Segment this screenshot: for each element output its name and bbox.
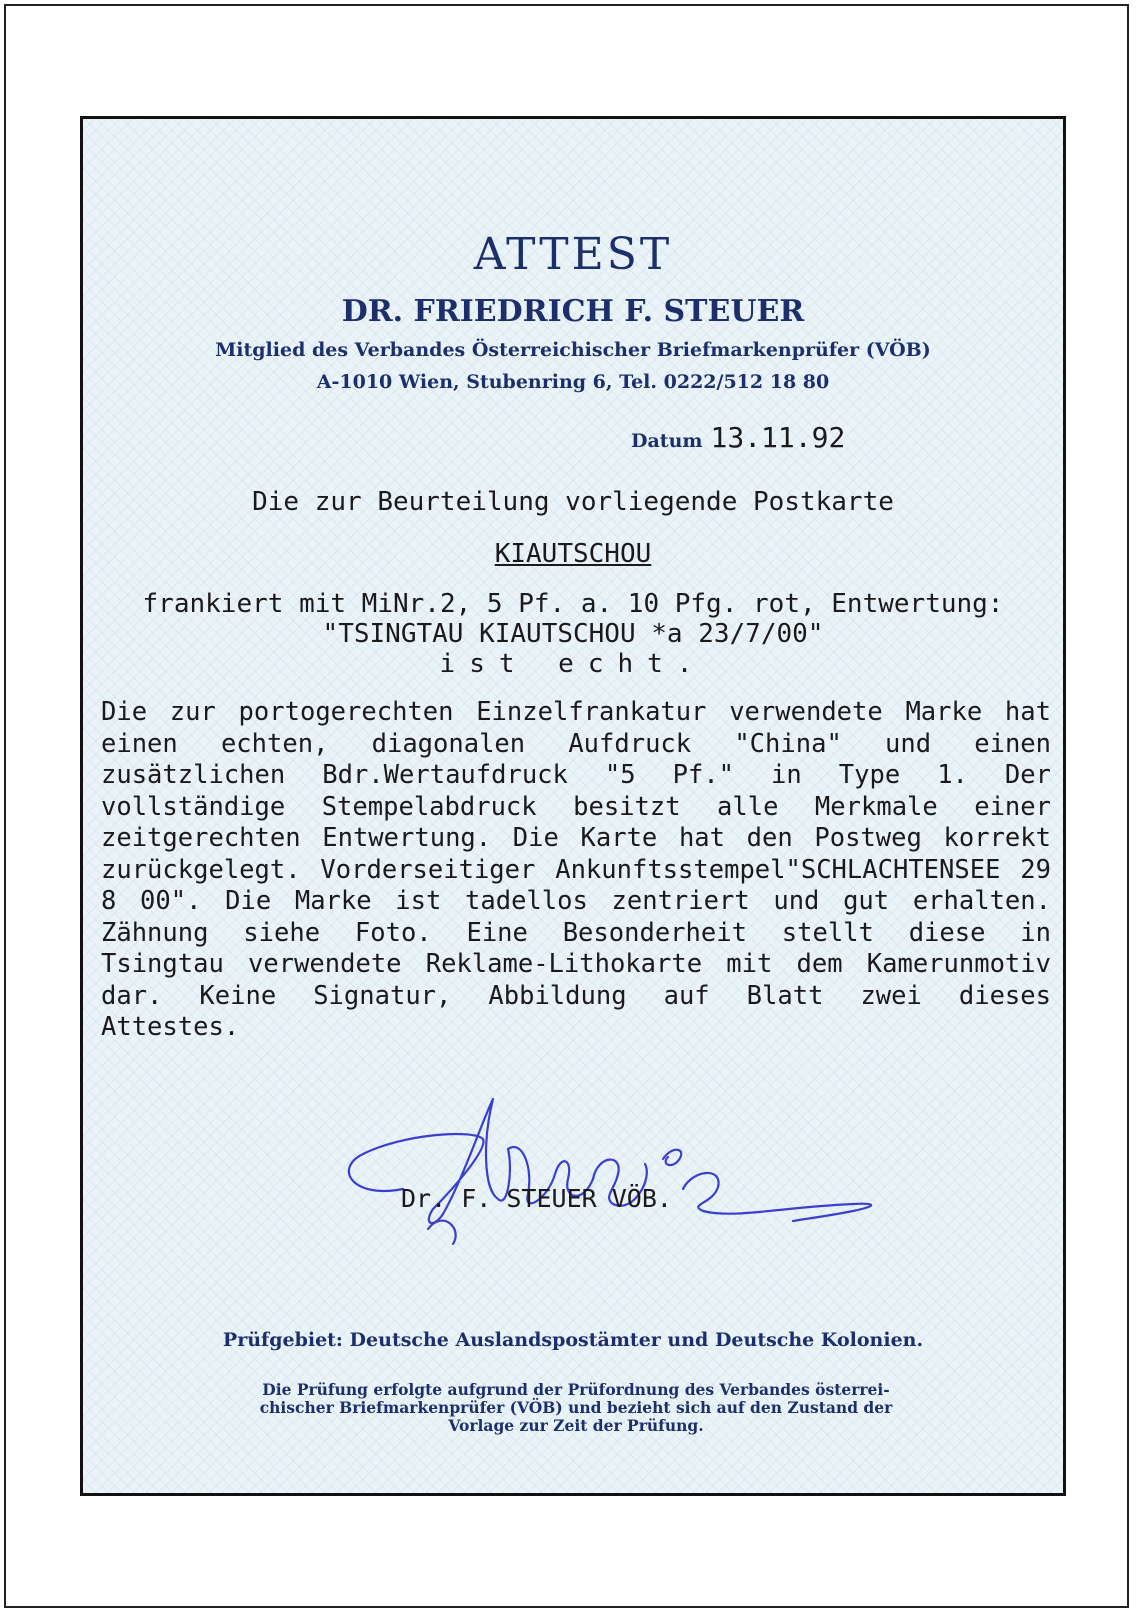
membership-line: Mitglied des Verbandes Österreichischer Briefmarkenprüfer (VÖB) <box>215 339 931 361</box>
description-text: Die zur portogerechten Einzelfrankatur verwendete Marke hat einen echten, diagonalen Aufdruck "China" und einen zusätzlichen Bdr.Wertaufdruck "5 Pf." in Type 1. Der vollständige Stempelabdruck besitzt alle Merkmale einer zeitgerechten Entwertung. Die Karte hat den Postweg korrekt zurückgelegt. Vorderseitiger Ankunftsstempel"SCHLACHTENSEE 29 8 00". Die Marke ist tadellos zentriert und gut erhalten. Zähnung siehe Foto. Eine Besonderheit stellt diese in Tsingtau verwendete Reklame-Lithokarte mit dem Kamerunmotiv dar. Keine Signatur, Abbildung auf Blatt zwei dieses Attestes. <box>101 697 1051 1042</box>
field-of-expertise: Prüfgebiet: Deutsche Auslandspostämter und Deutsche Kolonien. <box>222 1329 924 1351</box>
signature-name: Dr. F. STEUER VÖB. <box>401 1184 672 1213</box>
certificate-title: ATTEST <box>473 229 673 280</box>
examiner-name: DR. FRIEDRICH F. STEUER <box>341 294 805 329</box>
item-name: KIAUTSCHOU <box>494 539 652 569</box>
date-value: 13.11.92 <box>710 421 846 454</box>
intro-line: Die zur Beurteilung vorliegende Postkarte <box>252 487 894 517</box>
cancellation-line: "TSINGTAU KIAUTSCHOU *a 23/7/00" <box>322 619 824 649</box>
rules-notice <box>163 1381 989 1435</box>
certificate <box>80 116 1066 1496</box>
date-label: Datum <box>631 430 703 452</box>
signature-stroke <box>683 1173 871 1221</box>
franking-line: frankiert mit MiNr.2, 5 Pf. a. 10 Pfg. rot, Entwertung: <box>142 589 1004 619</box>
rules-line: chischer Briefmarkenprüfer (VÖB) und bezieht sich auf den Zustand der <box>259 1398 893 1417</box>
rules-line: Die Prüfung erfolgte aufgrund der Prüfordnung des Verbandes österrei- <box>262 1380 890 1399</box>
item-line <box>83 539 1063 569</box>
rules-line: Vorlage zur Zeit der Prüfung. <box>448 1416 704 1435</box>
signature-stroke <box>663 1150 681 1165</box>
date-row <box>631 421 845 454</box>
page-frame <box>4 4 1129 1608</box>
signature <box>333 1079 893 1259</box>
verdict-line: ist echt. <box>439 649 707 679</box>
address-line: A-1010 Wien, Stubenring 6, Tel. 0222/512 18 80 <box>316 371 830 393</box>
signature-stroke <box>428 1221 456 1244</box>
